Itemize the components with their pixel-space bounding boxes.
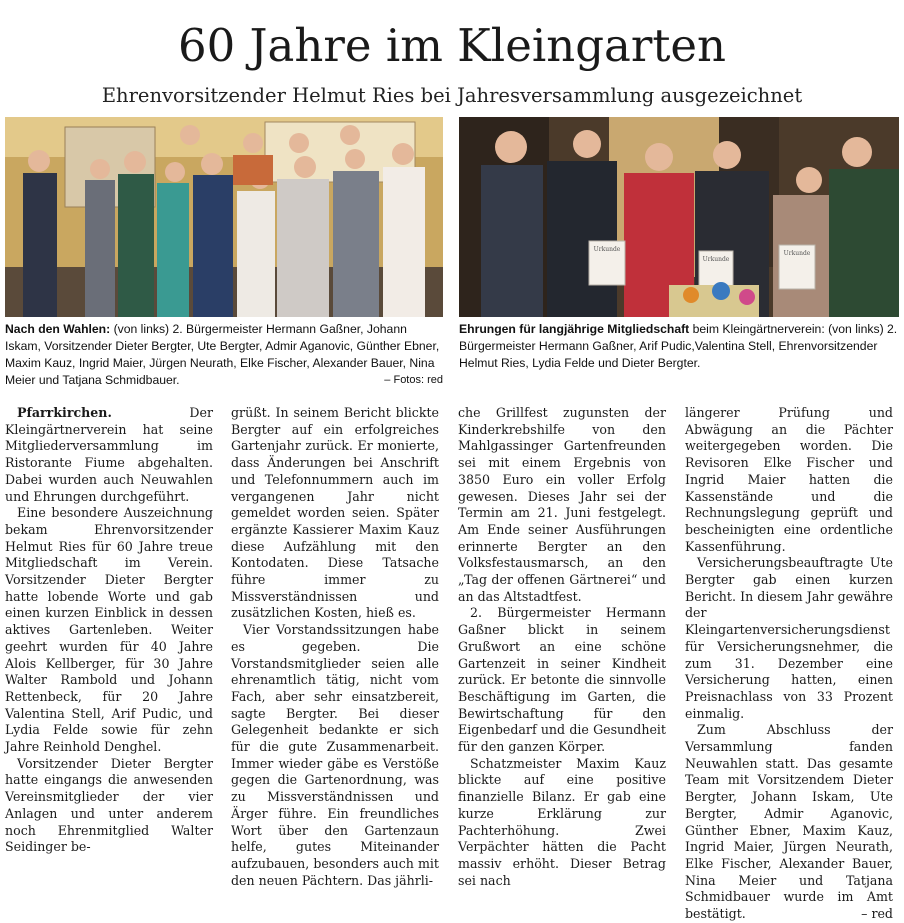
honors-photo-illustration <box>459 117 899 317</box>
photo-credit: – Fotos: red <box>384 374 443 386</box>
article-column-1 <box>5 405 213 855</box>
caption-lead: Ehrungen für langjährige Mitgliedschaft <box>459 322 690 336</box>
paragraph: grüßt. In seinem Bericht blickte Bergter auf ein erfolgreiches Gartenjahr zurück. Er monierte, dass Änderungen bei Anschrift und Telefonnummern auch im vergangenen Jahr nicht gemeldet worden seien. Später ergänzte Kassierer Maxim Kauz diese Aufzählung mit den Kontodaten. Diese Tatsache führe immer zu Missverständnissen und zusätzlichen Kosten, hieß es. <box>231 405 439 621</box>
caption-text: beim Kleingärtnerverein: (von links) 2. Bürgermeister Hermann Gaßner, Arif Pudic,Valentina Stell, Ehrenvorsitzender Helmut Ries, Lydia Felde und Dieter Bergter. <box>459 322 898 370</box>
certificate-label-2: Urkunde <box>702 256 730 263</box>
paragraph-text: Der Kleingärtnerverein hat seine Mitgliederversammlung im Ristorante Fiume abgehalten. Dabei wurden auch Neuwahlen und Ehrungen durchgeführt. <box>5 405 213 504</box>
subheadline: Ehrenvorsitzender Helmut Ries bei Jahresversammlung ausgezeichnet <box>101 84 803 107</box>
author-byline: – red <box>861 906 893 922</box>
headline: 60 Jahre im Kleingarten <box>177 19 727 72</box>
paragraph <box>5 405 213 505</box>
paragraph: 2. Bürgermeister Hermann Gaßner blickt in seinem Grußwort an eine schöne Gartenzeit in seiner Kindheit zurück. Er betonte die sinnvolle Beschäftigung im Garten, die Bewirtschaftung für den Eigenbedarf und die Gesundheit für den ganzen Körper. <box>458 605 666 755</box>
group-photo-election <box>5 117 443 317</box>
article-column-3 <box>458 405 666 888</box>
paragraph: Vorsitzender Dieter Bergter hatte eingangs die anwesenden Vereinsmitglieder der vier Anlagen und unter anderem noch Ehrenmitglied Walter Seidinger be- <box>5 755 213 855</box>
paragraph <box>685 722 893 922</box>
article-column-2 <box>231 405 439 888</box>
paragraph-text: Zum Abschluss der Versammlung fanden Neuwahlen statt. Das gesamte Team mit Vorsitzendem Dieter Bergter, Johann Iskam, Ute Bergter, Admir Aganovic, Günther Ebner, Maxim Kauz, Ingrid Maier, Jürgen Neurath, Elke Fischer, Alexander Bauer, Nina Meier und Tatjana Schmidbauer wurde im Amt bestätigt. <box>685 722 893 922</box>
paragraph: che Grillfest zugunsten der Kinderkrebshilfe von den Mahlgassinger Gartenfreunden sei mit einem Ergebnis von 3850 Euro ein voller Erfolg gewesen. Dieses Jahr sei der Termin am 21. Juni festgelegt. Am Ende seiner Ausführungen erinnerte Bergter an den Volksfestausmarsch, an den „Tag der offenen Gärtnerei“ und an das Altstadtfest. <box>458 405 666 604</box>
caption-honors-photo <box>459 321 899 372</box>
honors-photo <box>459 117 899 317</box>
paragraph: längerer Prüfung und Abwägung an die Pächter weitergegeben worden. Die Revisoren Elke Fischer und Ingrid Maier hatten die Kassenstände und die Rechnungslegung geprüft und bescheinigten eine ordentliche Kassenführung. <box>685 405 893 554</box>
caption-lead: Nach den Wahlen: <box>5 322 111 336</box>
group-photo-election-illustration <box>5 117 443 317</box>
dateline: Pfarrkirchen. <box>17 405 112 420</box>
paragraph: Schatzmeister Maxim Kauz blickte auf eine positive finanzielle Bilanz. Er gab eine kurze Erklärung zur Pachterhöhung. Zwei Verpächter hätten die Pacht massiv erhöht. Dieser Betrag sei nach <box>458 755 666 888</box>
paragraph: Vier Vorstandssitzungen habe es gegeben. Die Vorstandsmitglieder seien alle ehrenamtlich tätig, nicht vom Fach, aber sehr einsatzbereit, sagte Bergter. Bei dieser Gelegenheit bedankte er sich für die gute Zusammenarbeit. Immer wieder gäbe es Verstöße gegen die Gartenordnung, was zu Missverständnissen und Ärger führe. Ein freundliches Wort über den Gartenzaun helfe, gutes Miteinander aufzubauen, besonders auch mit den neuen Pächtern. Das jährli- <box>231 622 439 888</box>
article-column-4 <box>685 405 893 922</box>
certificate-label-1: Urkunde <box>593 246 621 253</box>
paragraph: Versicherungsbeauftragte Ute Bergter gab einen kurzen Bericht. In diesem Jahr gewähre der Kleingartenversicherungsdienst für Versicherungsnehmer, die zum 31. Dezember eine Versicherung hatten, einen Preisnachlass von 33 Prozent einmalig. <box>685 555 893 721</box>
paragraph: Eine besondere Auszeichnung bekam Ehrenvorsitzender Helmut Ries für 60 Jahre treue Mitgliedschaft im Verein. Vorsitzender Dieter Bergter hatte lobende Worte und gab einen kurzen Einblick in dessen aktives Gartenleben. Weiter geehrt wurden für 40 Jahre Alois Kellberger, für 30 Jahre Walter Rambold und Johann Rettenbeck, für 20 Jahre Valentina Stell, Arif Pudic, und Lydia Felde sowie für zehn Jahre Reinhold Denghel. <box>5 505 213 755</box>
caption-text: (von links) 2. Bürgermeister Hermann Gaßner, Johann Iskam, Vorsitzender Dieter Bergter, Ute Bergter, Admir Aganovic, Günther Ebner, Maxim Kauz, Ingrid Maier, Jürgen Neurath, Elke Fischer, Alexander Bauer, Nina Meier und Tatjana Schmidbauer. <box>5 322 440 387</box>
caption-election-photo <box>5 321 443 389</box>
certificate-label-3: Urkunde <box>783 250 811 257</box>
